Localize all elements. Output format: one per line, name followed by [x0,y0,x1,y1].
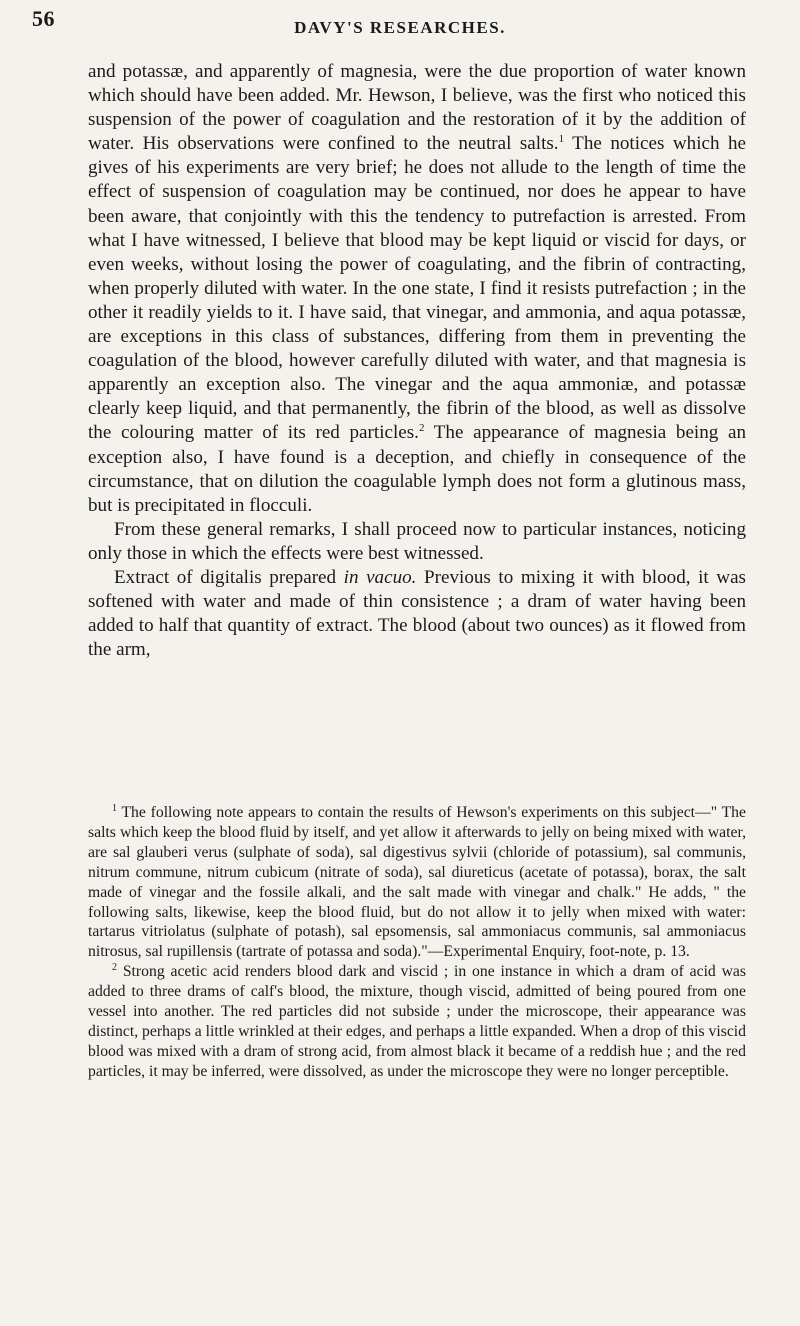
paragraph-3-italic: in vacuo. [343,566,417,588]
paragraph-3-text-a: Extract of digitalis prepared [114,566,344,588]
footnote-2-text: Strong acetic acid renders blood dark and viscid ; in one instance in which a dram of acid was added to three drams of calf's blood, the mixture, though viscid, admitted of being poured from one vessel into another. The red particles did not subside ; under the microscope, their appearance was distinct, perhaps a little wrinkled at their edges, and perhaps a little expanded. When a drop of this viscid blood was mixed with a dram of strong acid, from almost black it became of a reddish hue ; and the red particles, it may be inferred, were dissolved, as under the microscope they were no longer perceptible. [88,963,746,1080]
footnote-ref-2: 2 [418,422,425,435]
footnote-ref-1: 1 [558,133,565,146]
body-text [88,60,746,662]
footnotes [88,803,746,1082]
paragraph-1 [88,60,746,518]
paragraph-1-text-b: The notices which he gives of his experiments are very brief; he does not allude to the length of time the effect of suspension of coagulation may be continued, nor does he appear to have been aware, that conjointly with this the tendency to putrefaction is arrested. From what I have witnessed, I believe that blood may be kept liquid or viscid for days, or even weeks, without losing the power of coagulating, and the fibrin of contracting, when properly diluted with water. In the one state, I find it resists putrefaction ; in the other it readily yields to it. I have said, that vinegar, and ammonia, and aqua potassæ, are exceptions in this class of substances, differing from them in preventing the coagulation of the blood, however carefully diluted with water, and that magnesia is apparently an exception also. The vinegar and the aqua ammoniæ, and potassæ clearly keep liquid, and that permanently, the fibrin of the blood, as well as dissolve the colouring matter of its red particles. [88,133,746,444]
running-title: DAVY'S RESEARCHES. [294,18,506,37]
footnote-1-text: The following note appears to contain the results of Hewson's experiments on this subject—" The salts which keep the blood fluid by itself, and yet allow it afterwards to jelly on being mixed with water, are sal glauberi verus (sulphate of soda), sal digestivus sylvii (chloride of potassium), sal communis, nitrum commune, nitrum cubicum (nitrate of soda), sal diureticus (acetate of potassa), borax, the salt made of vinegar and the fossile alkali, and the salt made with vinegar and chalk." He adds, " the following salts, likewise, keep the blood fluid, but do not allow it to jelly when mixed with water: tartarus vitriolatus (sulphate of potash), sal epsomensis, sal ammoniacus communis, sal ammoniacus nitrosus, sal rupillensis (tartrate of potassa and soda)."—Experimental Enquiry, foot-note, p. 13. [88,804,746,961]
footnote-2 [88,962,746,1081]
footnote-1-mark: 1 [112,803,117,814]
paragraph-1-text-a: and potassæ, and apparently of magnesia, were the due proportion of water known which should have been added. Mr. Hewson, I believe, was the first who noticed this suspension of the power of coagulation and the restoration of it by the addition of water. His observations were confined to the neutral salts. [88,61,746,155]
paragraph-1-text-c: The appearance of magnesia being an exception also, I have found is a deception, and chiefly in consequence of the circumstance, that on dilution the coagulable lymph does not form a glutinous mass, but is precipitated in flocculi. [88,422,746,516]
paragraph-3-text-b: Previous to mixing it with blood, it was softened with water and made of thin consistence ; a dram of water having been added to half that quantity of extract. The blood (about two ounces) as it flowed from the arm, [88,566,746,661]
paragraph-2: From these general remarks, I shall proceed now to particular instances, noticing only those in which the effects were best witnessed. [88,518,746,564]
footnote-1 [88,803,746,962]
paragraph-3 [88,566,746,662]
footnote-2-mark: 2 [112,962,117,974]
page-header [0,6,800,38]
page-number: 56 [32,6,55,31]
